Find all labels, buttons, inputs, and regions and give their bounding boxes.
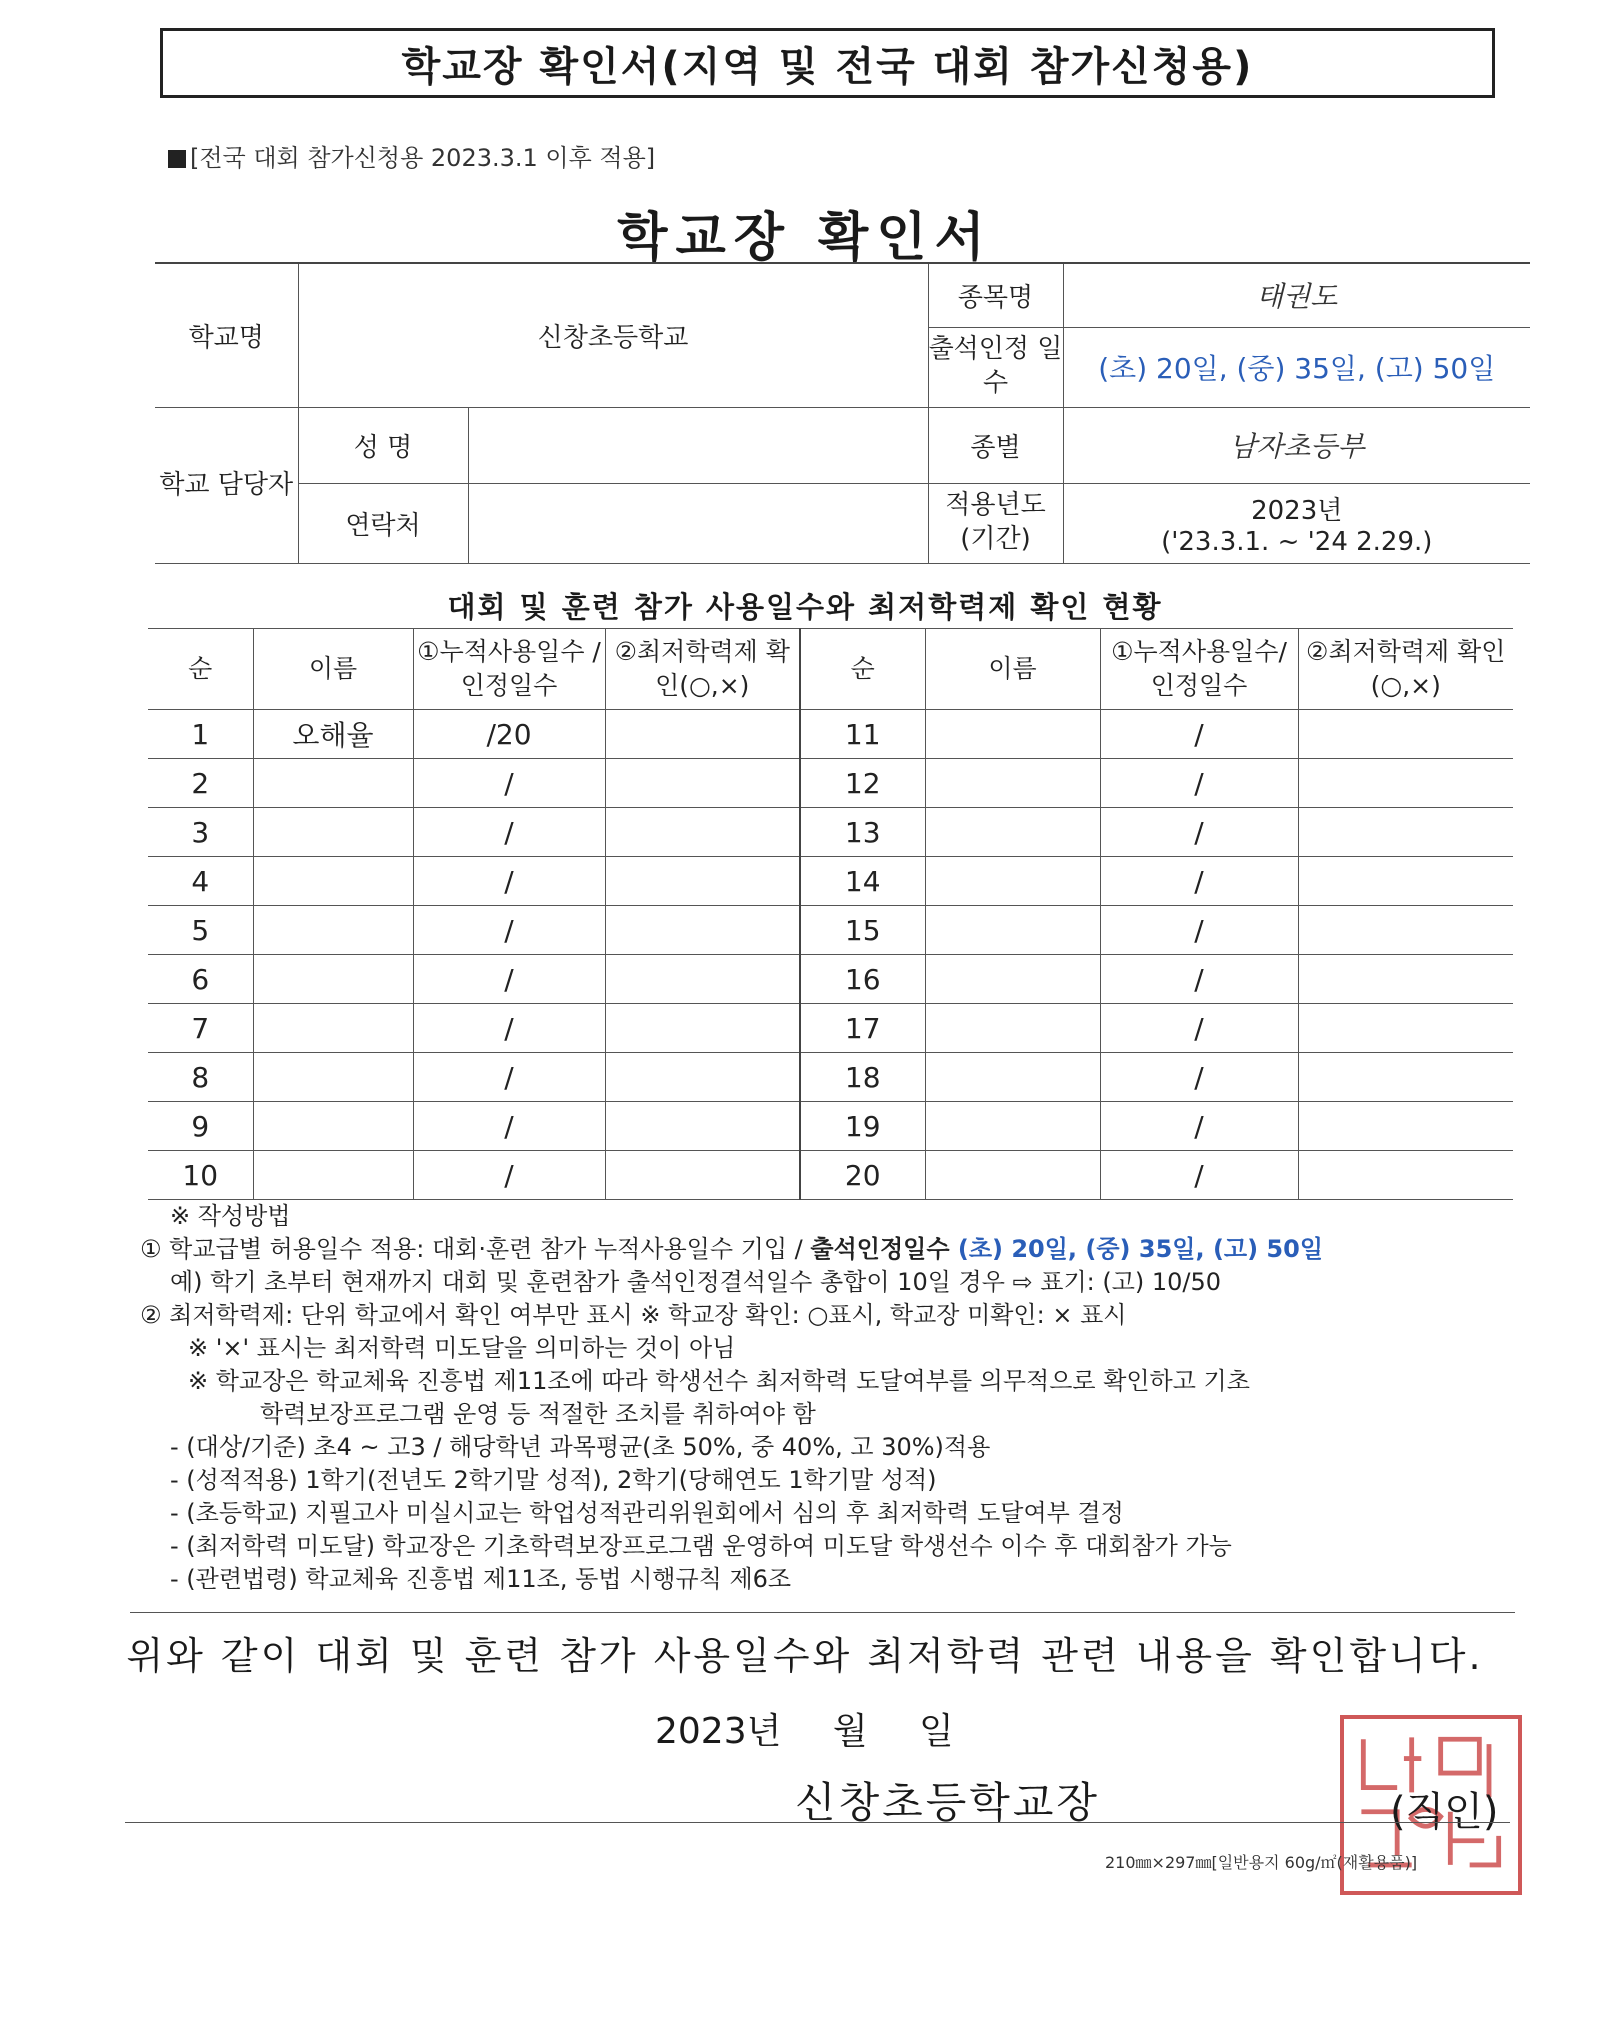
note-bold: 출석인정일수 (810, 1235, 958, 1263)
row-check[interactable] (605, 857, 800, 906)
row-no: 7 (148, 1004, 253, 1053)
note-line: - (대상/기준) 초4 ~ 고3 / 해당학년 과목평균(초 50%, 중 40%, 고 30%)적용 (170, 1433, 991, 1461)
row-name[interactable] (925, 710, 1100, 759)
paper-spec-footer: 210㎜×297㎜[일반용지 60g/㎡(재활용품)] (1105, 1853, 1418, 1872)
row-no: 11 (800, 710, 925, 759)
row-days[interactable]: / (413, 808, 605, 857)
row-name[interactable] (925, 906, 1100, 955)
row-check[interactable] (1298, 1053, 1513, 1102)
row-name[interactable]: 오해율 (253, 710, 413, 759)
note-line: 학력보장프로그램 운영 등 적절한 조치를 취하여야 함 (260, 1400, 816, 1428)
row-no: 5 (148, 906, 253, 955)
name-value[interactable] (468, 407, 928, 483)
manager-label: 학교 담당자 (155, 407, 298, 563)
year-label: 적용년도 (기간) (928, 483, 1063, 563)
row-days[interactable]: / (1100, 857, 1298, 906)
signer-name: 신창초등학교장 (795, 1778, 1101, 1827)
header-no: 순 (800, 629, 925, 710)
row-days[interactable]: / (1100, 808, 1298, 857)
row-days[interactable]: / (1100, 955, 1298, 1004)
note-text: ① 학교급별 허용일수 적용: 대회·훈련 참가 누적사용일수 기입 / (140, 1235, 811, 1263)
note-line: ② 최저학력제: 단위 학교에서 확인 여부만 표시 ※ 학교장 확인: ○표시, 학교장 미확인: × 표시 (140, 1301, 1127, 1329)
row-check[interactable] (1298, 710, 1513, 759)
row-no: 18 (800, 1053, 925, 1102)
row-days[interactable]: / (413, 1004, 605, 1053)
row-days[interactable]: /20 (413, 710, 605, 759)
table-row (148, 906, 1513, 955)
row-name[interactable] (253, 1102, 413, 1151)
instructions (140, 1200, 1540, 1596)
row-no: 20 (800, 1151, 925, 1200)
header-no: 순 (148, 629, 253, 710)
row-days[interactable]: / (1100, 906, 1298, 955)
row-no: 15 (800, 906, 925, 955)
row-name[interactable] (925, 1004, 1100, 1053)
note-line: - (초등학교) 지필고사 미실시교는 학업성적관리위원회에서 심의 후 최저학력 도달여부 결정 (170, 1499, 1124, 1527)
roster-table (148, 628, 1513, 1200)
row-no: 14 (800, 857, 925, 906)
contact-value[interactable] (468, 483, 928, 563)
row-name[interactable] (253, 906, 413, 955)
category-label: 종별 (928, 407, 1063, 483)
row-no: 3 (148, 808, 253, 857)
year-period: ('23.3.1. ~ '24 2.29.) (1161, 526, 1433, 557)
row-check[interactable] (605, 1053, 800, 1102)
note-line (140, 1233, 1540, 1266)
sport-value[interactable]: 태권도 (1063, 263, 1530, 327)
row-days[interactable]: / (1100, 710, 1298, 759)
header-name: 이름 (925, 629, 1100, 710)
school-label: 학교명 (155, 263, 298, 407)
row-days[interactable]: / (1100, 1053, 1298, 1102)
row-check[interactable] (605, 1004, 800, 1053)
row-no: 10 (148, 1151, 253, 1200)
table-row (148, 808, 1513, 857)
row-days[interactable]: / (413, 1053, 605, 1102)
row-no: 9 (148, 1102, 253, 1151)
row-no: 2 (148, 759, 253, 808)
table-row (148, 1053, 1513, 1102)
table-row (148, 955, 1513, 1004)
row-days[interactable]: / (413, 857, 605, 906)
school-value[interactable]: 신창초등학교 (298, 263, 928, 407)
row-check[interactable] (605, 906, 800, 955)
row-no: 13 (800, 808, 925, 857)
notice-text: [전국 대회 참가신청용 2023.3.1 이후 적용] (190, 144, 656, 172)
confirm-statement: 위와 같이 대회 및 훈련 참가 사용일수와 최저학력 관련 내용을 확인합니다. (126, 1634, 1484, 1678)
year-cell (1063, 483, 1530, 563)
name-label: 성 명 (298, 407, 468, 483)
note-line: ※ '×' 표시는 최저학력 미도달을 의미하는 것이 아님 (188, 1334, 736, 1362)
category-value[interactable]: 남자초등부 (1063, 407, 1530, 483)
row-name[interactable] (925, 808, 1100, 857)
row-no: 4 (148, 857, 253, 906)
header-check: ②최저학력제 확인(○,×) (605, 629, 800, 710)
divider (130, 1612, 1515, 1613)
notes-heading: ※ 작성방법 (170, 1202, 291, 1230)
row-name[interactable] (253, 1053, 413, 1102)
row-days[interactable]: / (413, 1102, 605, 1151)
header-days: ①누적사용일수 /인정일수 (413, 629, 605, 710)
row-check[interactable] (1298, 1004, 1513, 1053)
row-name[interactable] (925, 1151, 1100, 1200)
row-name[interactable] (925, 1102, 1100, 1151)
note-line: ※ 학교장은 학교체육 진흥법 제11조에 따라 학생선수 최저학력 도달여부를 의무적으로 확인하고 기초 (188, 1367, 1250, 1395)
row-name[interactable] (925, 759, 1100, 808)
row-check[interactable] (1298, 808, 1513, 857)
row-check[interactable] (605, 1151, 800, 1200)
row-name[interactable] (253, 857, 413, 906)
row-name[interactable] (253, 1151, 413, 1200)
row-days[interactable]: / (1100, 759, 1298, 808)
table-row (148, 1102, 1513, 1151)
header-name: 이름 (253, 629, 413, 710)
note-line: - (관련법령) 학교체육 진흥법 제11조, 동법 시행규칙 제6조 (170, 1565, 792, 1593)
year-value: 2023년 (1251, 495, 1343, 526)
row-check[interactable] (1298, 1102, 1513, 1151)
row-name[interactable] (253, 955, 413, 1004)
row-days[interactable]: / (413, 1151, 605, 1200)
note-line: 예) 학기 초부터 현재까지 대회 및 훈련참가 출석인정결석일수 총합이 10일 경우 ⇨ 표기: (고) 10/50 (170, 1268, 1222, 1296)
table-row (148, 759, 1513, 808)
row-name[interactable] (253, 759, 413, 808)
row-name[interactable] (253, 808, 413, 857)
row-check[interactable] (605, 808, 800, 857)
row-no: 12 (800, 759, 925, 808)
row-check[interactable] (605, 955, 800, 1004)
attend-value[interactable]: (초) 20일, (중) 35일, (고) 50일 (1063, 327, 1530, 407)
row-name[interactable] (925, 857, 1100, 906)
table-row (148, 1004, 1513, 1053)
attend-label: 출석인정 일수 (928, 327, 1063, 407)
row-no: 16 (800, 955, 925, 1004)
roster-title: 대회 및 훈련 참가 사용일수와 최저학력제 확인 현황 (447, 590, 1163, 624)
row-check[interactable] (1298, 1151, 1513, 1200)
notice-line (168, 138, 655, 173)
row-no: 8 (148, 1053, 253, 1102)
header-check: ②최저학력제 확인(○,×) (1298, 629, 1513, 710)
row-check[interactable] (1298, 759, 1513, 808)
table-row (148, 710, 1513, 759)
row-name[interactable] (925, 1053, 1100, 1102)
row-check[interactable] (1298, 857, 1513, 906)
page-title: 학교장 확인서 (617, 208, 993, 268)
table-row (148, 1151, 1513, 1200)
row-check[interactable] (1298, 955, 1513, 1004)
row-no: 1 (148, 710, 253, 759)
table-row (148, 857, 1513, 906)
note-line: - (성적적용) 1학기(전년도 2학기말 성적), 2학기(당해연도 1학기말 성적) (170, 1466, 937, 1494)
row-name[interactable] (925, 955, 1100, 1004)
note-line: - (최저학력 미도달) 학교장은 기초학력보장프로그램 운영하여 미도달 학생선수 이수 후 대회참가 가능 (170, 1532, 1232, 1560)
sign-date[interactable]: 2023년 월 일 (655, 1711, 954, 1752)
divider (125, 1822, 1510, 1823)
row-days[interactable]: / (1100, 1004, 1298, 1053)
square-bullet-icon (168, 150, 186, 168)
row-no: 19 (800, 1102, 925, 1151)
contact-label: 연락처 (298, 483, 468, 563)
sport-label: 종목명 (928, 263, 1063, 327)
note-blue: (초) 20일, (중) 35일, (고) 50일 (957, 1235, 1323, 1263)
row-no: 17 (800, 1004, 925, 1053)
row-check[interactable] (1298, 906, 1513, 955)
row-check[interactable] (605, 710, 800, 759)
row-check[interactable] (605, 759, 800, 808)
row-days[interactable]: / (1100, 1151, 1298, 1200)
school-info-table (155, 262, 1530, 564)
seal-label: (직인) (1390, 1789, 1499, 1835)
form-banner-title: 학교장 확인서(지역 및 전국 대회 참가신청용) (160, 28, 1495, 98)
row-no: 6 (148, 955, 253, 1004)
header-days: ①누적사용일수/ 인정일수 (1100, 629, 1298, 710)
row-days[interactable]: / (413, 906, 605, 955)
row-name[interactable] (253, 1004, 413, 1053)
row-check[interactable] (605, 1102, 800, 1151)
row-days[interactable]: / (413, 759, 605, 808)
row-days[interactable]: / (413, 955, 605, 1004)
row-days[interactable]: / (1100, 1102, 1298, 1151)
